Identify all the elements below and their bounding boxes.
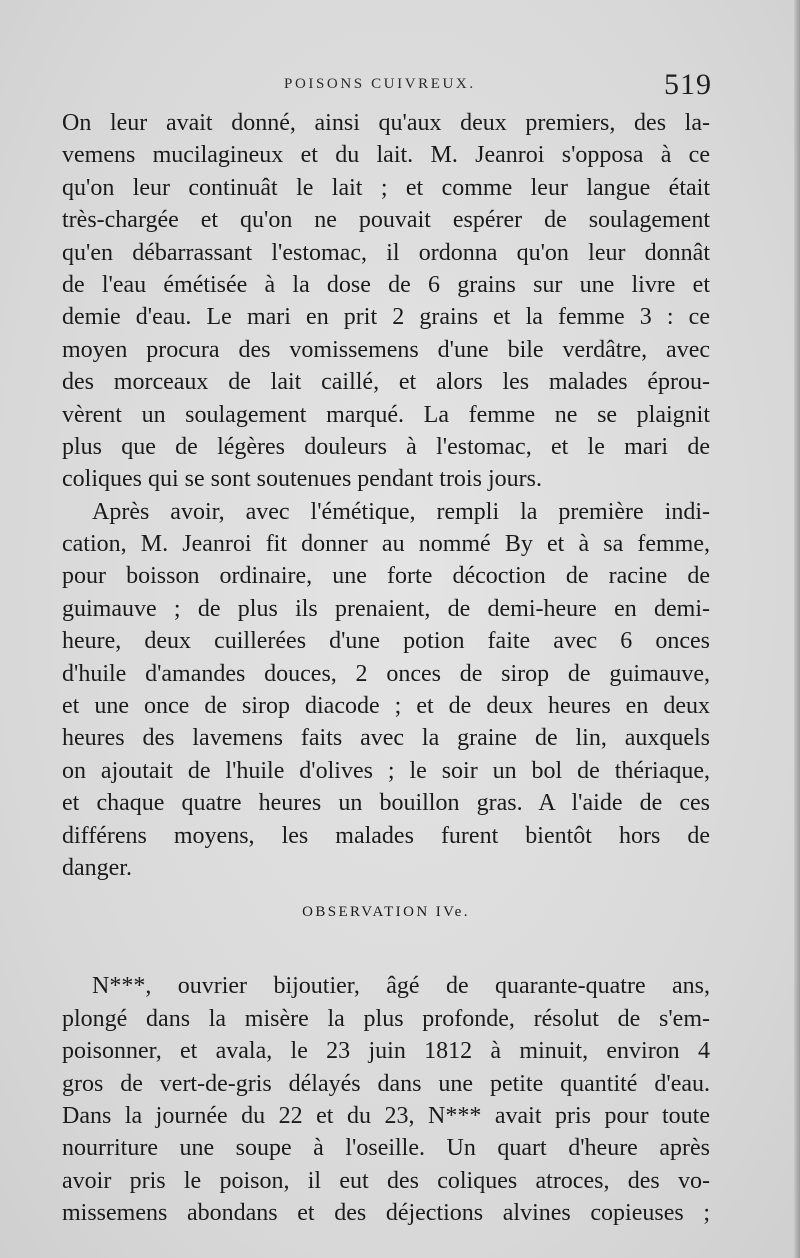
text-line: très-chargée et qu'on ne pouvait espérer de soulagement [62,207,710,234]
text-line: qu'on leur continuât le lait ; et comme leur langue était [62,174,710,201]
text-line: qu'en débarrassant l'estomac, il ordonna qu'on leur donnât [62,239,710,266]
text-line: nourriture une soupe à l'oseille. Un quart d'heure après [62,1135,710,1162]
text-line: on ajoutait de l'huile d'olives ; le soir un bol de thériaque, [62,757,710,784]
section-heading: OBSERVATION IVe. [302,904,470,921]
text-line: d'huile d'amandes douces, 2 onces de sirop de guimauve, [62,660,710,687]
text-line: différens moyens, les malades furent bientôt hors de [62,822,710,849]
text-line: heures des lavemens faits avec la graine de lin, auxquels [62,725,710,752]
text-line: Dans la journée du 22 et du 23, N*** avait pris pour toute [62,1102,710,1129]
text-line: poisonner, et avala, le 23 juin 1812 à minuit, environ 4 [62,1038,710,1065]
text-line: plus que de légères douleurs à l'estomac, et le mari de [62,433,710,460]
text-line: vèrent un soulagement marqué. La femme ne se plaignit [62,401,710,428]
text-line: avoir pris le poison, il eut des coliques atroces, des vo- [62,1167,710,1194]
text-line: Après avoir, avec l'émétique, rempli la première indi- [92,498,710,525]
text-line: On leur avait donné, ainsi qu'aux deux premiers, des la- [62,110,710,136]
text-line: pour boisson ordinaire, une forte décoction de racine de [62,563,710,590]
text-line: moyen procura des vomissemens d'une bile verdâtre, avec [62,336,710,363]
text-line: coliques qui se sont soutenues pendant trois jours. [62,466,542,493]
text-line: de l'eau émétisée à la dose de 6 grains sur une livre et [62,271,710,298]
text-line: N***, ouvrier bijoutier, âgé de quarante-quatre ans, [92,973,710,1000]
text-line: cation, M. Jeanroi fit donner au nommé By et à sa femme, [62,531,710,558]
text-line: des morceaux de lait caillé, et alors les malades éprou- [62,369,710,396]
text-line: danger. [62,854,132,881]
text-line: et une once de sirop diacode ; et de deux heures en deux [62,693,710,720]
text-line: demie d'eau. Le mari en prit 2 grains et la femme 3 : ce [62,304,710,331]
page-number: 519 [664,68,712,101]
text-line: plongé dans la misère la plus profonde, résolut de s'em- [62,1005,710,1032]
running-head: POISONS CUIVREUX. [284,76,476,92]
body-text [62,107,710,1230]
heading-spacer [62,940,710,970]
text-line: missemens abondans et des déjections alvines copieuses ; [62,1200,710,1227]
text-line: heure, deux cuillerées d'une potion faite avec 6 onces [62,628,710,655]
text-line: guimauve ; de plus ils prenaient, de demi-heure en demi- [62,595,710,622]
text-line: gros de vert-de-gris délayés dans une petite quantité d'eau. [62,1070,710,1097]
text-line: et chaque quatre heures un bouillon gras. A l'aide de ces [62,790,710,817]
page-edge [794,0,800,1258]
text-line: vemens mucilagineux et du lait. M. Jeanroi s'opposa à ce [62,142,710,169]
